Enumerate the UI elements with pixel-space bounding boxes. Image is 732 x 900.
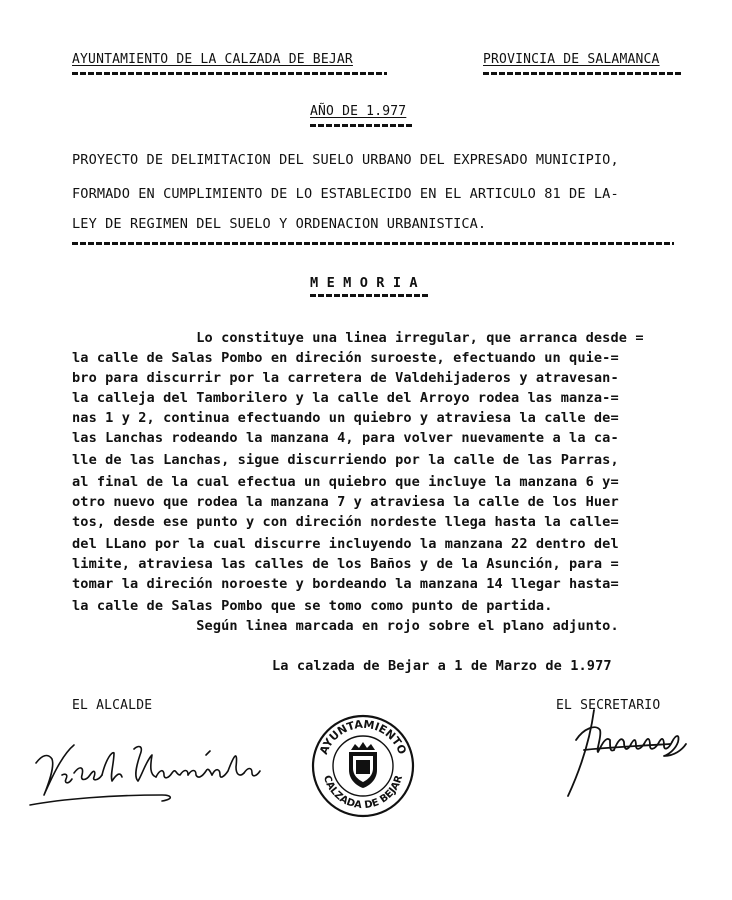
body-line: tomar la direción noroeste y bordeando la manzana 14 llegar hasta=: [72, 576, 619, 592]
project-line: LEY DE REGIMEN DEL SUELO Y ORDENACION URBANISTICA.: [72, 216, 487, 232]
body-line: la calle de Salas Pombo que se tomo como punto de partida.: [72, 598, 553, 614]
project-rule: [72, 242, 674, 245]
body-line: bro para discurrir por la carretera de Valdehijaderos y atravesan-: [72, 370, 619, 386]
svg-text:CALZADA DE BEJAR: CALZADA DE BEJAR: [320, 774, 406, 812]
body-line: tos, desde ese punto y con direción nordeste llega hasta la calle=: [72, 514, 619, 530]
body-line: lle de las Lanchas, sigue discurriendo por la calle de las Parras,: [72, 452, 619, 468]
body-line: la calleja del Tamborilero y la calle del Arroyo rodea las manza-=: [72, 390, 619, 406]
body-line: las Lanchas rodeando la manzana 4, para volver nuevamente a la ca-: [72, 430, 619, 446]
svg-text:AYUNTAMIENTO: AYUNTAMIENTO: [317, 717, 409, 757]
body-line: otro nuevo que rodea la manzana 7 y atraviesa la calle de los Huer: [72, 494, 619, 510]
year-rule: [310, 124, 414, 127]
secretary-title: EL SECRETARIO: [556, 698, 661, 713]
body-line: Lo constituye una linea irregular, que arranca desde =: [72, 330, 644, 346]
year-heading: AÑO DE 1.977: [310, 104, 407, 119]
memoria-rule: [310, 294, 428, 297]
municipality-header: AYUNTAMIENTO DE LA CALZADA DE BEJAR: [72, 52, 353, 67]
memoria-title: M E M O R I A: [310, 275, 418, 291]
municipal-seal: [303, 710, 423, 820]
province-header: PROVINCIA DE SALAMANCA: [483, 52, 660, 67]
body-line: del LLano por la cual discurre incluyendo la manzana 22 dentro del: [72, 536, 619, 552]
project-line: PROYECTO DE DELIMITACION DEL SUELO URBANO DEL EXPRESADO MUNICIPIO,: [72, 152, 619, 168]
body-line: la calle de Salas Pombo en direción suroeste, efectuando un quie-=: [72, 350, 619, 366]
body-line: limite, atraviesa las calles de los Baños y de la Asunción, para =: [72, 556, 619, 572]
secretary-signature: [540, 700, 700, 810]
mayor-title: EL ALCALDE: [72, 698, 153, 713]
body-line: al final de la cual efectua un quiebro que incluye la manzana 6 y=: [72, 474, 619, 490]
body-line: Según linea marcada en rojo sobre el plano adjunto.: [72, 618, 619, 634]
project-line: FORMADO EN CUMPLIMIENTO DE LO ESTABLECIDO EN EL ARTICULO 81 DE LA-: [72, 186, 619, 202]
date-line: La calzada de Bejar a 1 de Marzo de 1.977: [272, 658, 612, 674]
header-left-rule: [72, 72, 387, 75]
body-line: nas 1 y 2, continua efectuando un quiebro y atraviesa la calle de=: [72, 410, 619, 426]
mayor-signature: [22, 715, 282, 825]
header-right-rule: [483, 72, 683, 75]
